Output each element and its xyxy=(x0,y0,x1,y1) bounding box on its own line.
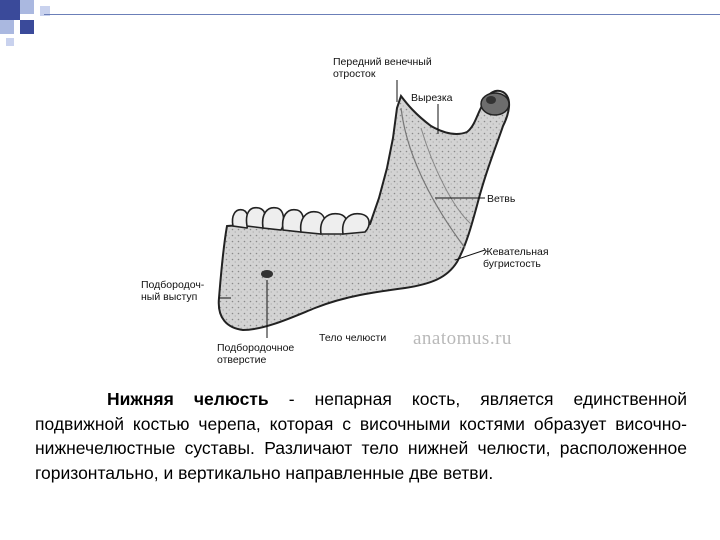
label-tuberosity-line2: бугристость xyxy=(483,258,541,270)
label-mandible-body: Тело челюсти xyxy=(319,332,387,344)
label-ramus: Ветвь xyxy=(487,193,516,205)
label-protuberance-line1: Подбородоч- xyxy=(141,279,205,291)
label-masseteric-tuberosity xyxy=(483,246,549,270)
label-notch: Вырезка xyxy=(411,92,453,104)
condyle xyxy=(481,93,509,115)
label-protuberance-line2: ный выступ xyxy=(141,291,198,303)
label-foramen-line2: отверстие xyxy=(217,354,267,366)
label-tuberosity-line1: Жевательная xyxy=(483,246,549,258)
top-rule xyxy=(44,14,720,15)
label-mental-foramen xyxy=(217,342,294,366)
mandible-illustration xyxy=(135,48,575,368)
caption-text: - непарная кость, является единственной подвижной костью черепа, которая с височными костями образует височно-нижнечелюстные суставы. Различают тело нижней челюсти, расположенное горизонтально, и вертикально направленные две ветви. xyxy=(35,389,687,483)
watermark: anatomus.ru xyxy=(413,328,512,349)
mandible-drawing xyxy=(135,48,575,368)
label-coronoid-line2: отросток xyxy=(333,68,376,80)
label-coronoid-line1: Передний венечный xyxy=(333,56,432,68)
mental-foramen xyxy=(261,270,273,278)
caption-paragraph xyxy=(35,387,687,485)
label-mental-protuberance xyxy=(141,279,204,303)
label-coronoid-process xyxy=(333,56,432,80)
caption-term: Нижняя челюсть xyxy=(107,389,269,409)
label-foramen-line1: Подбородочное xyxy=(217,342,295,354)
